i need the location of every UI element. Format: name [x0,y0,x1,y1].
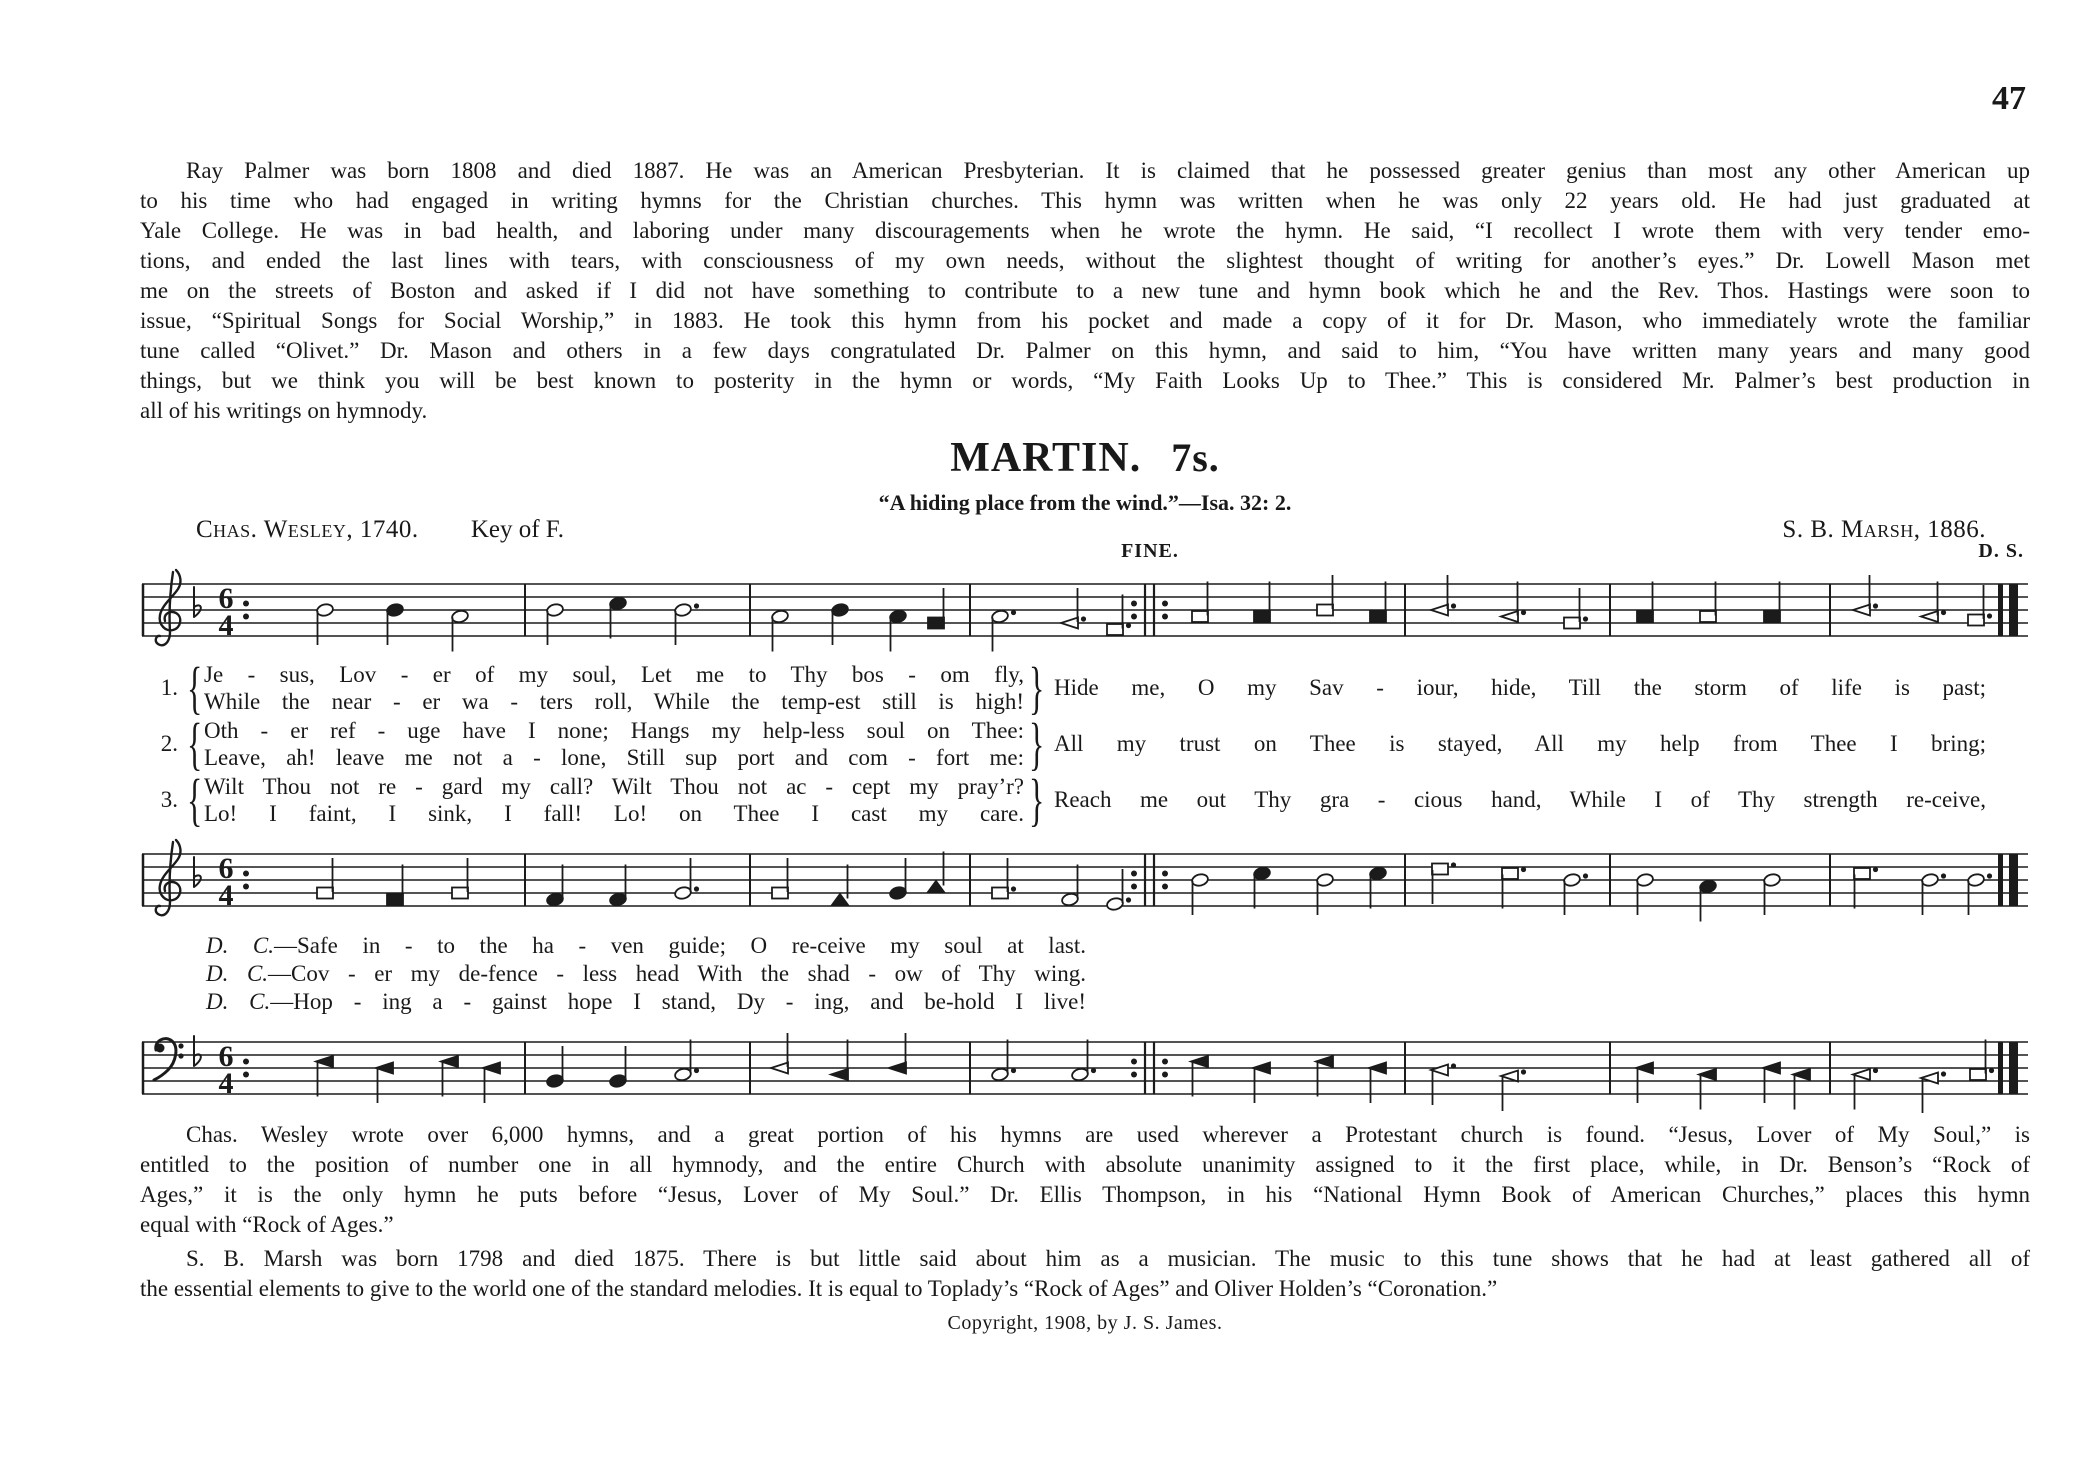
verse-number: 1. [160,675,178,700]
verse-refrain: All my trust on Thee is stayed, All my help from Thee I bring; [1054,731,1986,756]
paragraph-line: Ray Palmer was born 1808 and died 1887. He was an American Presbyterian. It is claimed that he possessed greater genius than most any other American up [186,158,2030,183]
note [1432,864,1448,875]
closing-paragraph-wesley [140,1120,2030,1240]
note [1699,1069,1716,1080]
flat-sign-icon [194,587,201,617]
paragraph-line: tune called “Olivet.” Dr. Mason and others in a few days congratulated Dr. Palmer on this hymn, and said to him, “You have written many years and many good [140,338,2030,363]
staff-1-container [140,560,2030,656]
bass-clef-curve [154,1039,176,1080]
note [1431,1065,1448,1076]
note [1853,1069,1870,1080]
note [771,1063,788,1074]
note [1254,611,1270,622]
note [1107,624,1123,635]
tune-name: MARTIN. [950,435,1142,481]
meter-label: 7s. [1171,435,1220,480]
note [546,892,564,907]
note [1921,1073,1938,1084]
note [1369,866,1387,881]
note [991,609,1009,624]
note [316,603,334,618]
verse-refrain: Reach me out Thy gra - cious hand, While I of Thy strength re-ceive, [1054,787,1986,812]
time-signature-top: 6 [218,852,234,885]
verses-block [140,655,2030,832]
treble-clef-tail [156,842,173,915]
fine-marking: FINE. [1121,540,1179,562]
note [1968,615,1984,626]
time-signature-top: 6 [218,582,234,615]
paragraph-line: the essential elements to give to the world one of the standard melodies. It is equal to Toplady’s “Rock of Ages” and Oliver Holden’s “Coronation.” [140,1276,1498,1301]
paragraph-line: entitled to the position of number one in all hymnody, and the entire Church with absolute unanimity assigned to it the first place, while, in Dr. Benson’s “Rock of [140,1152,2030,1177]
brace-close-icon: } [1028,711,1045,776]
note [1563,873,1581,888]
verse-lines [204,717,1024,771]
note [609,596,627,611]
dal-segno-marking: D. S. [1978,540,2024,562]
closing-paragraph-marsh [140,1244,2030,1304]
note [546,1074,564,1089]
note [1370,611,1386,622]
time-signature-top: 6 [218,1040,234,1073]
dc-text: —Cov - er my de-fence - less head With the shad - ow of Thy wing. [268,961,1087,986]
note [772,888,788,899]
note [1970,1069,1986,1080]
note [1369,1063,1386,1074]
note [1501,611,1518,622]
paragraph-line: all of his writings on hymnody. [140,398,428,423]
note [832,894,848,905]
dc-prefix: D. C. [206,989,271,1014]
note [889,886,907,901]
note [376,1063,393,1074]
note [1699,879,1717,894]
verse-row [140,655,2030,720]
page-number: 47 [1992,80,2026,117]
dc-prefix: D. C. [206,933,275,958]
time-signature-bottom: 4 [218,879,234,912]
verse-number: 3. [160,787,178,812]
paragraph-line: things, but we think you will be best known to posterity in the hymn or words, “My Faith Looks Up to Thee.” This is considered Mr. Palmer’s best production in [140,368,2030,393]
paragraph-line: Chas. Wesley wrote over 6,000 hymns, and a great portion of his hymns are used wherever a Protestant church is found. “Jesus, Lover of My Soul,” is [186,1122,2030,1147]
note [451,609,469,624]
hymnal-page [140,0,2030,1475]
note [1853,605,1870,616]
note [1317,605,1333,616]
note [674,1067,692,1082]
composer-credit: S. B. Marsh, 1886. [1782,516,1986,543]
note [1764,611,1780,622]
note [1921,611,1938,622]
note [889,1063,906,1074]
paragraph-line: me on the streets of Boston and asked if I did not have something to contribute to a new tune and hymn book which he and the Rev. Thos. Hastings were soon to [140,278,2030,303]
verse-line: Wilt Thou not re - gard my call? Wilt Thou not ac - cept my pray’r? [204,774,1024,799]
verse-line: Oth - er ref - uge have I none; Hangs my help-less soul on Thee: [204,718,1024,743]
note [483,1063,500,1074]
note [928,618,944,629]
note [1061,892,1079,907]
verse-lines [204,773,1024,827]
final-barline [1998,584,2003,636]
note [441,1056,458,1067]
bass-staff-container [140,1018,2030,1114]
verse-line: Leave, ah! leave me not a - lone, Still sup port and com - fort me: [204,745,1024,770]
note [386,603,404,618]
note [1637,611,1653,622]
paragraph-line: issue, “Spiritual Songs for Social Worship,” in 1883. He took this hymn from his pocket and made a copy of it for Dr. Mason, who immediately wrote the familiar [140,308,2030,333]
time-signature-bottom: 4 [218,1067,234,1100]
flat-sign-icon [194,1036,201,1066]
note [1501,1071,1518,1082]
note [1636,873,1654,888]
note [317,888,333,899]
paragraph-line: S. B. Marsh was born 1798 and died 1875. There is but little said about him as a musician. The music to this tune shows that he had at least gathered all of [186,1246,2030,1271]
note [1071,1067,1089,1082]
note [1921,873,1939,888]
note [1763,1063,1780,1074]
dc-text: —Hop - ing a - gainst hope I stand, Dy - ing, and be-hold I live! [270,989,1086,1014]
note [1253,866,1271,881]
verse-line: Lo! I faint, I sink, I fall! Lo! on Thee I cast my care. [204,801,1024,826]
note [889,609,907,624]
final-barline [1998,1042,2003,1094]
note [674,886,692,901]
note [674,603,692,618]
note [1763,873,1781,888]
note [546,603,564,618]
time-signature-bottom: 4 [218,609,234,642]
paragraph-line: tions, and ended the last lines with tears, with consciousness of my own needs, without the slightest thought of writing for another’s eyes.” Dr. Lowell Mason met [140,248,2030,273]
dc-prefix: D. C. [206,961,269,986]
note [1253,1063,1270,1074]
note [992,888,1008,899]
hymn-title-row [140,434,2030,482]
paragraph-line: equal with “Rock of Ages.” [140,1212,394,1237]
note [991,1067,1009,1082]
note [1431,605,1448,616]
note [831,1069,848,1080]
note [771,609,789,624]
verse-row [140,711,2030,776]
note [1316,873,1334,888]
verse-refrain: Hide me, O my Sav - iour, hide, Till the storm of life is past; [1054,675,1986,700]
note [1854,868,1870,879]
intro-paragraph [140,156,2030,426]
note [1564,618,1580,629]
note [1793,1069,1810,1080]
da-capo-line [206,988,1086,1016]
verse-lines [204,661,1024,715]
treble-clef-tail [156,572,173,645]
verse-row [140,767,2030,832]
note [609,1074,627,1089]
note [1061,618,1078,629]
bass-staff [140,1018,2030,1114]
verse-line: Je - sus, Lov - er of my soul, Let me to Thy bos - om fly, [204,662,1024,687]
note [831,603,849,618]
verse-number: 2. [160,731,178,756]
brace-open-icon: { [186,767,203,832]
note [609,892,627,907]
author-credit: Chas. Wesley, 1740. [196,516,419,543]
note [452,888,468,899]
verse-line: While the near - er wa - ters roll, While the temp-est still is high! [204,689,1024,714]
da-capo-lines [140,932,2030,1016]
paragraph-line: Yale College. He was in bad health, and laboring under many discouragements when he wrote the hymn. He said, “I recollect I wrote them with very tender emo- [140,218,2030,243]
note [1967,873,1985,888]
note [1700,611,1716,622]
final-barline [1998,854,2003,906]
note [1192,611,1208,622]
brace-close-icon: } [1028,767,1045,832]
key-label: Key of F. [470,516,564,543]
brace-open-icon: { [186,655,203,720]
note [928,881,944,892]
brace-close-icon: } [1028,655,1045,720]
treble-staff-2 [140,830,2030,926]
da-capo-line [206,932,1086,960]
scripture-reference: “A hiding place from the wind.”—Isa. 32: 2. [878,490,1292,515]
staff-2-container [140,830,2030,926]
da-capo-line [206,960,1086,988]
note [1191,873,1209,888]
dc-text: —Safe in - to the ha - ven guide; O re-ceive my soul at last. [274,933,1086,958]
note [387,894,403,905]
note [1636,1063,1653,1074]
note [1106,897,1124,912]
note [1316,1056,1333,1067]
brace-open-icon: { [186,711,203,776]
note [1191,1056,1208,1067]
paragraph-line: to his time who had engaged in writing hymns for the Christian churches. This hymn was written when he was only 22 years old. He had just graduated at [140,188,2030,213]
flat-sign-icon [194,857,201,887]
paragraph-line: Ages,” it is the only hymn he puts before “Jesus, Lover of My Soul.” Dr. Ellis Thompson, in his “National Hymn Book of American Churches,” places this hymn [140,1182,2030,1207]
treble-staff-1 [140,560,2030,656]
copyright-notice: Copyright, 1908, by J. S. James. [947,1312,1223,1334]
note [1502,868,1518,879]
note [316,1056,333,1067]
